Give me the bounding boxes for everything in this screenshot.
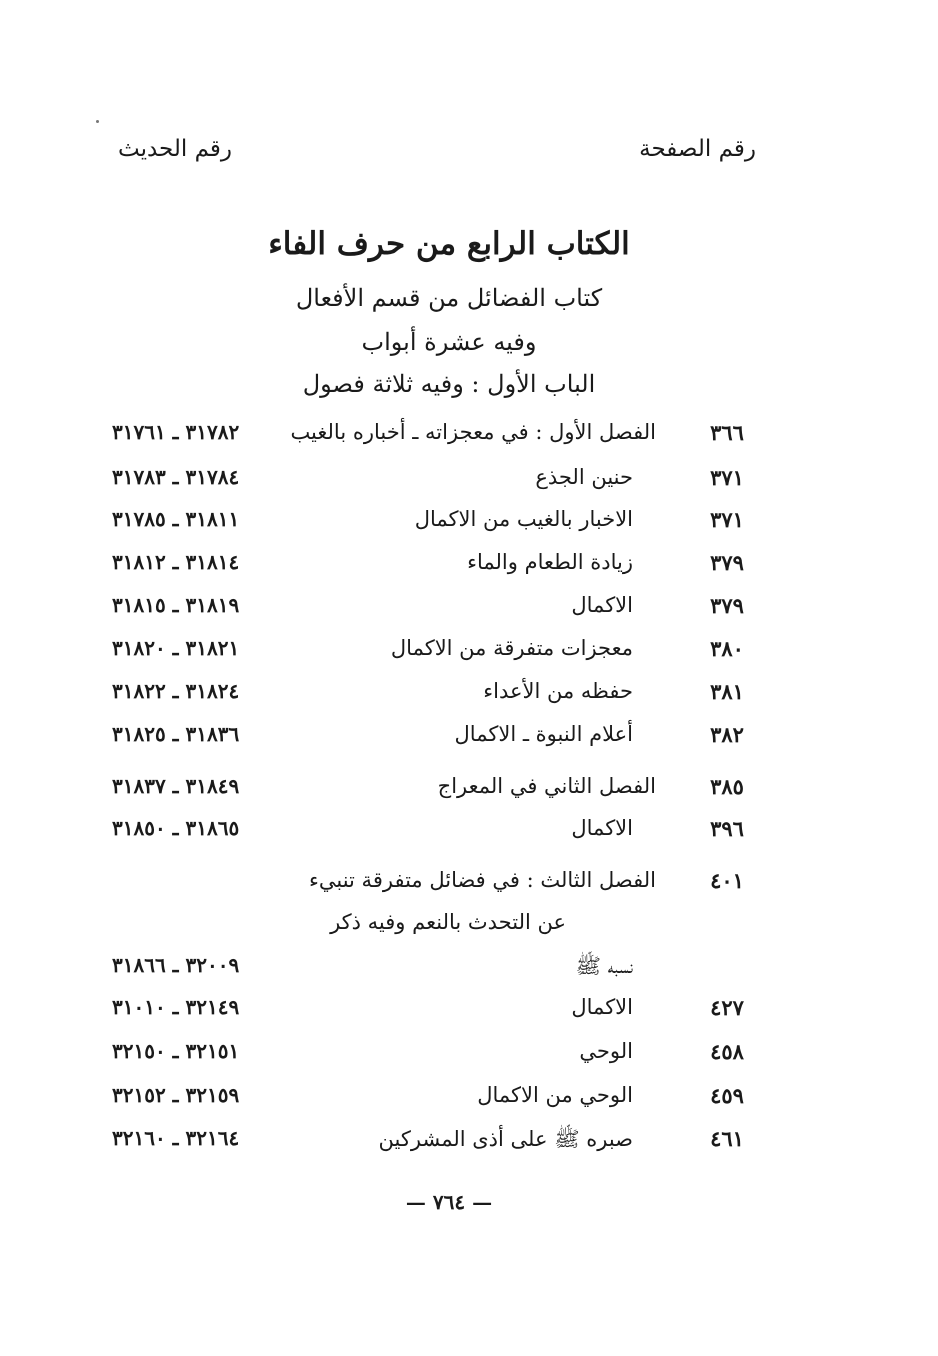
index-row (0, 1083, 938, 1117)
entry-title: أعلام النبوة ـ الاكمال (454, 722, 633, 746)
entry-hadith-range: ٣٢١٥١ ـ ٣٢١٥٠ (112, 1039, 240, 1063)
entry-page-number: ٤٠١ (710, 868, 744, 893)
entry-page-number: ٣٨٠ (710, 636, 744, 661)
entry-page-number: ٤٦١ (710, 1126, 744, 1151)
entry-hadith-range: ٣١٨٤٩ ـ ٣١٨٣٧ (112, 774, 240, 798)
index-row (0, 953, 938, 987)
entry-hadith-range: ٣١٨٢١ ـ ٣١٨٢٠ (112, 636, 240, 660)
entry-hadith-range: ٣٢١٤٩ ـ ٣١٠١٠ (112, 995, 240, 1019)
entry-hadith-range: ٣١٨٢٤ ـ ٣١٨٢٢ (112, 679, 240, 703)
index-row (0, 868, 938, 902)
entry-hadith-range: ٣١٨١٤ ـ ٣١٨١٢ (112, 550, 240, 574)
entry-page-number: ٤٥٩ (710, 1083, 744, 1108)
entry-title: الفصل الثالث : في فضائل متفرقة تنبيء (308, 868, 656, 892)
entry-title: الفصل الثاني في المعراج (437, 774, 656, 798)
entry-hadith-range: ٣١٨٣٦ ـ ٣١٨٢٥ (112, 722, 240, 746)
entry-title: معجزات متفرقة من الاكمال (390, 636, 633, 660)
paper-speck (96, 120, 99, 123)
entry-page-number: ٤٢٧ (710, 995, 744, 1020)
index-row (0, 420, 938, 454)
contents-heading: وفيه عشرة أبواب (361, 328, 537, 356)
entry-page-number: ٤٥٨ (710, 1039, 744, 1064)
index-row (0, 465, 938, 499)
entry-page-number: ٣٩٦ (710, 816, 744, 841)
index-row (0, 593, 938, 627)
entry-title: الاكمال (571, 816, 633, 840)
entry-page-number: ٣٧٩ (710, 593, 744, 618)
entry-page-number: ٣٨١ (710, 679, 744, 704)
entry-title: الاكمال (571, 593, 633, 617)
entry-page-number: ٣٧١ (710, 507, 744, 532)
entry-title: زيادة الطعام والماء (467, 550, 633, 574)
index-row (0, 636, 938, 670)
entry-hadith-range: ٣١٨٦٥ ـ ٣١٨٥٠ (112, 816, 240, 840)
book-heading: الكتاب الرابع من حرف الفاء (268, 226, 630, 262)
index-row (0, 550, 938, 584)
page-number-column-header: رقم الصفحة (639, 136, 756, 162)
index-row (0, 1126, 938, 1160)
entry-hadith-range: ٣١٨١٩ ـ ٣١٨١٥ (112, 593, 240, 617)
entry-page-number: ٣٦٦ (710, 420, 744, 445)
index-row (0, 679, 938, 713)
entry-hadith-range: ٣٢١٦٤ ـ ٣٢١٦٠ (112, 1126, 240, 1150)
page-number-footer: — ٧٦٤ — (405, 1190, 493, 1214)
entry-title: الاخبار بالغيب من الاكمال (414, 507, 633, 531)
entry-hadith-range: ٣١٨١١ ـ ٣١٧٨٥ (112, 507, 240, 531)
entry-page-number: ٣٧٩ (710, 550, 744, 575)
chapter-heading: الباب الأول : وفيه ثلاثة فصول (302, 370, 596, 398)
entry-title: الوحي (579, 1039, 633, 1063)
entry-title: عن التحدث بالنعم وفيه ذكر (330, 910, 566, 934)
index-row (0, 507, 938, 541)
entry-hadith-range: ٣٢١٥٩ ـ ٣٢١٥٢ (112, 1083, 240, 1107)
index-row (0, 722, 938, 756)
entry-title: الفصل الأول : في معجزاته ـ أخباره بالغيب (290, 420, 656, 444)
section-heading: كتاب الفضائل من قسم الأفعال (295, 284, 603, 312)
entry-hadith-range: ٣١٧٨٢ ـ ٣١٧٦١ (112, 420, 240, 444)
entry-page-number: ٣٨٢ (710, 722, 744, 747)
entry-page-number: ٣٧١ (710, 465, 744, 490)
index-row (0, 816, 938, 850)
entry-title: الاكمال (571, 995, 633, 1019)
entry-title: حنين الجذع (535, 465, 633, 489)
index-row (0, 774, 938, 808)
entry-title: صبره ﷺ على أذى المشركين (378, 1127, 633, 1151)
entry-title: الوحي من الاكمال (477, 1083, 633, 1107)
entry-title: حفظه من الأعداء (483, 679, 633, 703)
entry-hadith-range: ٣١٧٨٤ ـ ٣١٧٨٣ (112, 465, 240, 489)
index-row (0, 910, 938, 944)
entry-hadith-range: ٣٢٠٠٩ ـ ٣١٨٦٦ (112, 953, 240, 977)
entry-title: نسبه ﷺ (575, 954, 633, 978)
entry-page-number: ٣٨٥ (710, 774, 744, 799)
hadith-number-column-header: رقم الحديث (118, 136, 233, 162)
index-row (0, 995, 938, 1029)
index-row (0, 1039, 938, 1073)
